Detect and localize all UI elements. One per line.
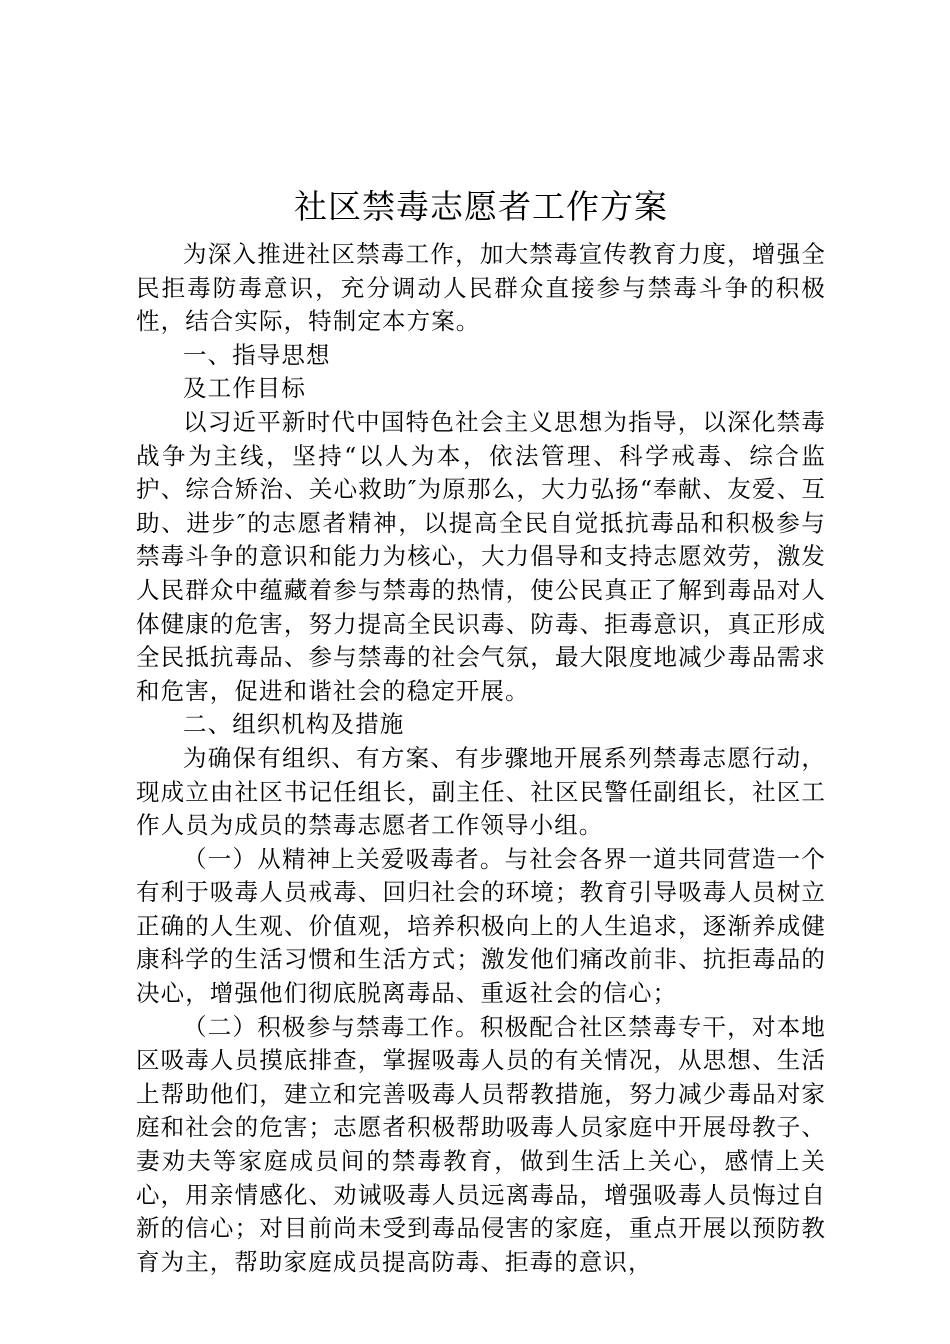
document-title: 社区禁毒志愿者工作方案 [294, 187, 668, 226]
section-heading: 一、指导思想 [183, 340, 331, 369]
body-paragraph: 为确保有组织、有方案、有步骤地开展系列禁毒志愿行动，现成立由社区书记任组长，副主任、社区民警任副组长，社区工作人员为成员的禁毒志愿者工作领导小组。 [136, 743, 826, 840]
document-body [136, 238, 826, 1279]
section-heading: 二、组织机构及措施 [183, 710, 405, 739]
document-page [136, 180, 826, 1279]
body-paragraph: （二）积极参与禁毒工作。积极配合社区禁毒专干，对本地区吸毒人员摸底排查，掌握吸毒人员的有关情况，从思想、生活上帮助他们，建立和完善吸毒人员帮教措施，努力减少毒品对家庭和社会的危害；志愿者积极帮助吸毒人员家庭中开展母教子、妻劝夫等家庭成员间的禁毒教育，做到生活上关心，感情上关心，用亲情感化、劝诫吸毒人员远离毒品，增强吸毒人员悔过自新的信心；对目前尚未受到毒品侵害的家庭，重点开展以预防教育为主，帮助家庭成员提高防毒、拒毒的意识， [136, 1012, 826, 1276]
section-heading-continued: 及工作目标 [183, 374, 306, 403]
body-paragraph: （一）从精神上关爱吸毒者。与社会各界一道共同营造一个有利于吸毒人员戒毒、回归社会的环境；教育引导吸毒人员树立正确的人生观、价值观，培养积极向上的人生追求，逐渐养成健康科学的生活习惯和生活方式；激发他们痛改前非、抗拒毒品的决心，增强他们彻底脱离毒品、重返社会的信心； [136, 844, 826, 1008]
body-paragraph: 以习近平新时代中国特色社会主义思想为指导，以深化禁毒战争为主线，坚持“以人为本，依法管理、科学戒毒、综合监护、综合矫治、关心救助″为原那么，大力弘扬“奉献、友爱、互助、进步″的志愿者精神，以提高全民自觉抵抗毒品和积极参与禁毒斗争的意识和能力为核心，大力倡导和支持志愿效劳，激发人民群众中蕴藏着参与禁毒的热情，使公民真正了解到毒品对人体健康的危害，努力提高全民识毒、防毒、拒毒意识，真正形成全民抵抗毒品、参与禁毒的社会气氛，最大限度地减少毒品需求和危害，促进和谐社会的稳定开展。 [136, 407, 826, 705]
intro-paragraph: 为深入推进社区禁毒工作，加大禁毒宣传教育力度，增强全民拒毒防毒意识，充分调动人民群众直接参与禁毒斗争的积极性，结合实际，特制定本方案。 [136, 240, 826, 336]
